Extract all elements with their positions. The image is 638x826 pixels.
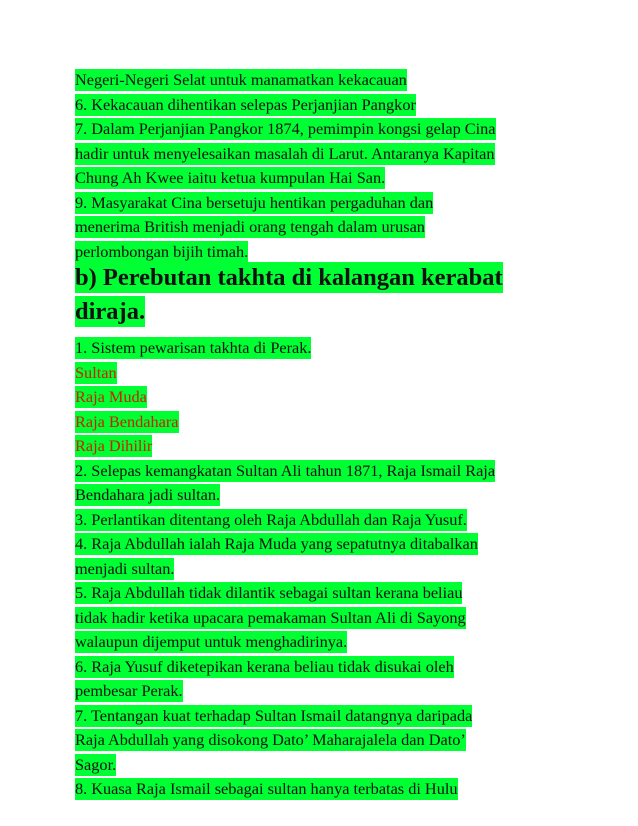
- succession-title-sultan: Sultan: [75, 362, 117, 382]
- text-line: Negeri-Negeri Selat untuk manamatkan kekacauan: [75, 70, 407, 89]
- text-line: Raja Abdullah yang disokong Dato’ Maharajalela dan Dato’: [75, 730, 466, 749]
- text-line: menjadi sultan.: [75, 558, 175, 578]
- section-b-text: [75, 338, 575, 804]
- text-line: 1. Sistem pewarisan takhta di Perak.: [75, 338, 312, 357]
- text-line: 8. Kuasa Raja Ismail sebagai sultan hanya terbatas di Hulu: [75, 779, 458, 798]
- heading-line: b) Perebutan takhta di kalangan kerabat: [75, 264, 503, 291]
- text-line: hadir untuk menyelesaikan masalah di Larut. Antaranya Kapitan: [75, 143, 495, 163]
- text-line: 6. Kekacauan dihentikan selepas Perjanjian Pangkor: [75, 94, 416, 114]
- text-line: 7. Tentangan kuat terhadap Sultan Ismail datangnya daripada: [75, 705, 473, 725]
- text-line: 4. Raja Abdullah ialah Raja Muda yang sepatutnya ditabalkan: [75, 534, 478, 553]
- text-line: tidak hadir ketika upacara pemakaman Sultan Ali di Sayong: [75, 607, 466, 627]
- section-a-text: [75, 70, 575, 266]
- text-line: 3. Perlantikan ditentang oleh Raja Abdullah dan Raja Yusuf.: [75, 509, 467, 529]
- succession-title-raja-dihilir: Raja Dihilir: [75, 436, 153, 455]
- text-line: pembesar Perak.: [75, 681, 183, 700]
- section-b-heading: [75, 263, 575, 330]
- text-line: menerima British menjadi orang tengah dalam urusan: [75, 217, 425, 236]
- text-line: walaupun dijemput untuk menghadirinya.: [75, 632, 348, 651]
- heading-line: diraja.: [75, 297, 146, 325]
- text-line: Chung Ah Kwee iaitu ketua kumpulan Hai San.: [75, 168, 386, 187]
- text-line: 6. Raja Yusuf diketepikan kerana beliau tidak disukai oleh: [75, 656, 454, 676]
- text-line: 2. Selepas kemangkatan Sultan Ali tahun 1871, Raja Ismail Raja: [75, 460, 496, 480]
- succession-title-raja-bendahara: Raja Bendahara: [75, 411, 179, 431]
- text-line: 5. Raja Abdullah tidak dilantik sebagai sultan kerana beliau: [75, 583, 463, 602]
- text-line: 7. Dalam Perjanjian Pangkor 1874, pemimpin kongsi gelap Cina: [75, 119, 496, 138]
- text-line: 9. Masyarakat Cina bersetuju hentikan pergaduhan dan: [75, 192, 434, 212]
- text-line: Bendahara jadi sultan.: [75, 485, 221, 504]
- text-line: perlombongan bijih timah.: [75, 241, 249, 261]
- text-line: Sagor.: [75, 754, 117, 774]
- succession-title-raja-muda: Raja Muda: [75, 387, 147, 406]
